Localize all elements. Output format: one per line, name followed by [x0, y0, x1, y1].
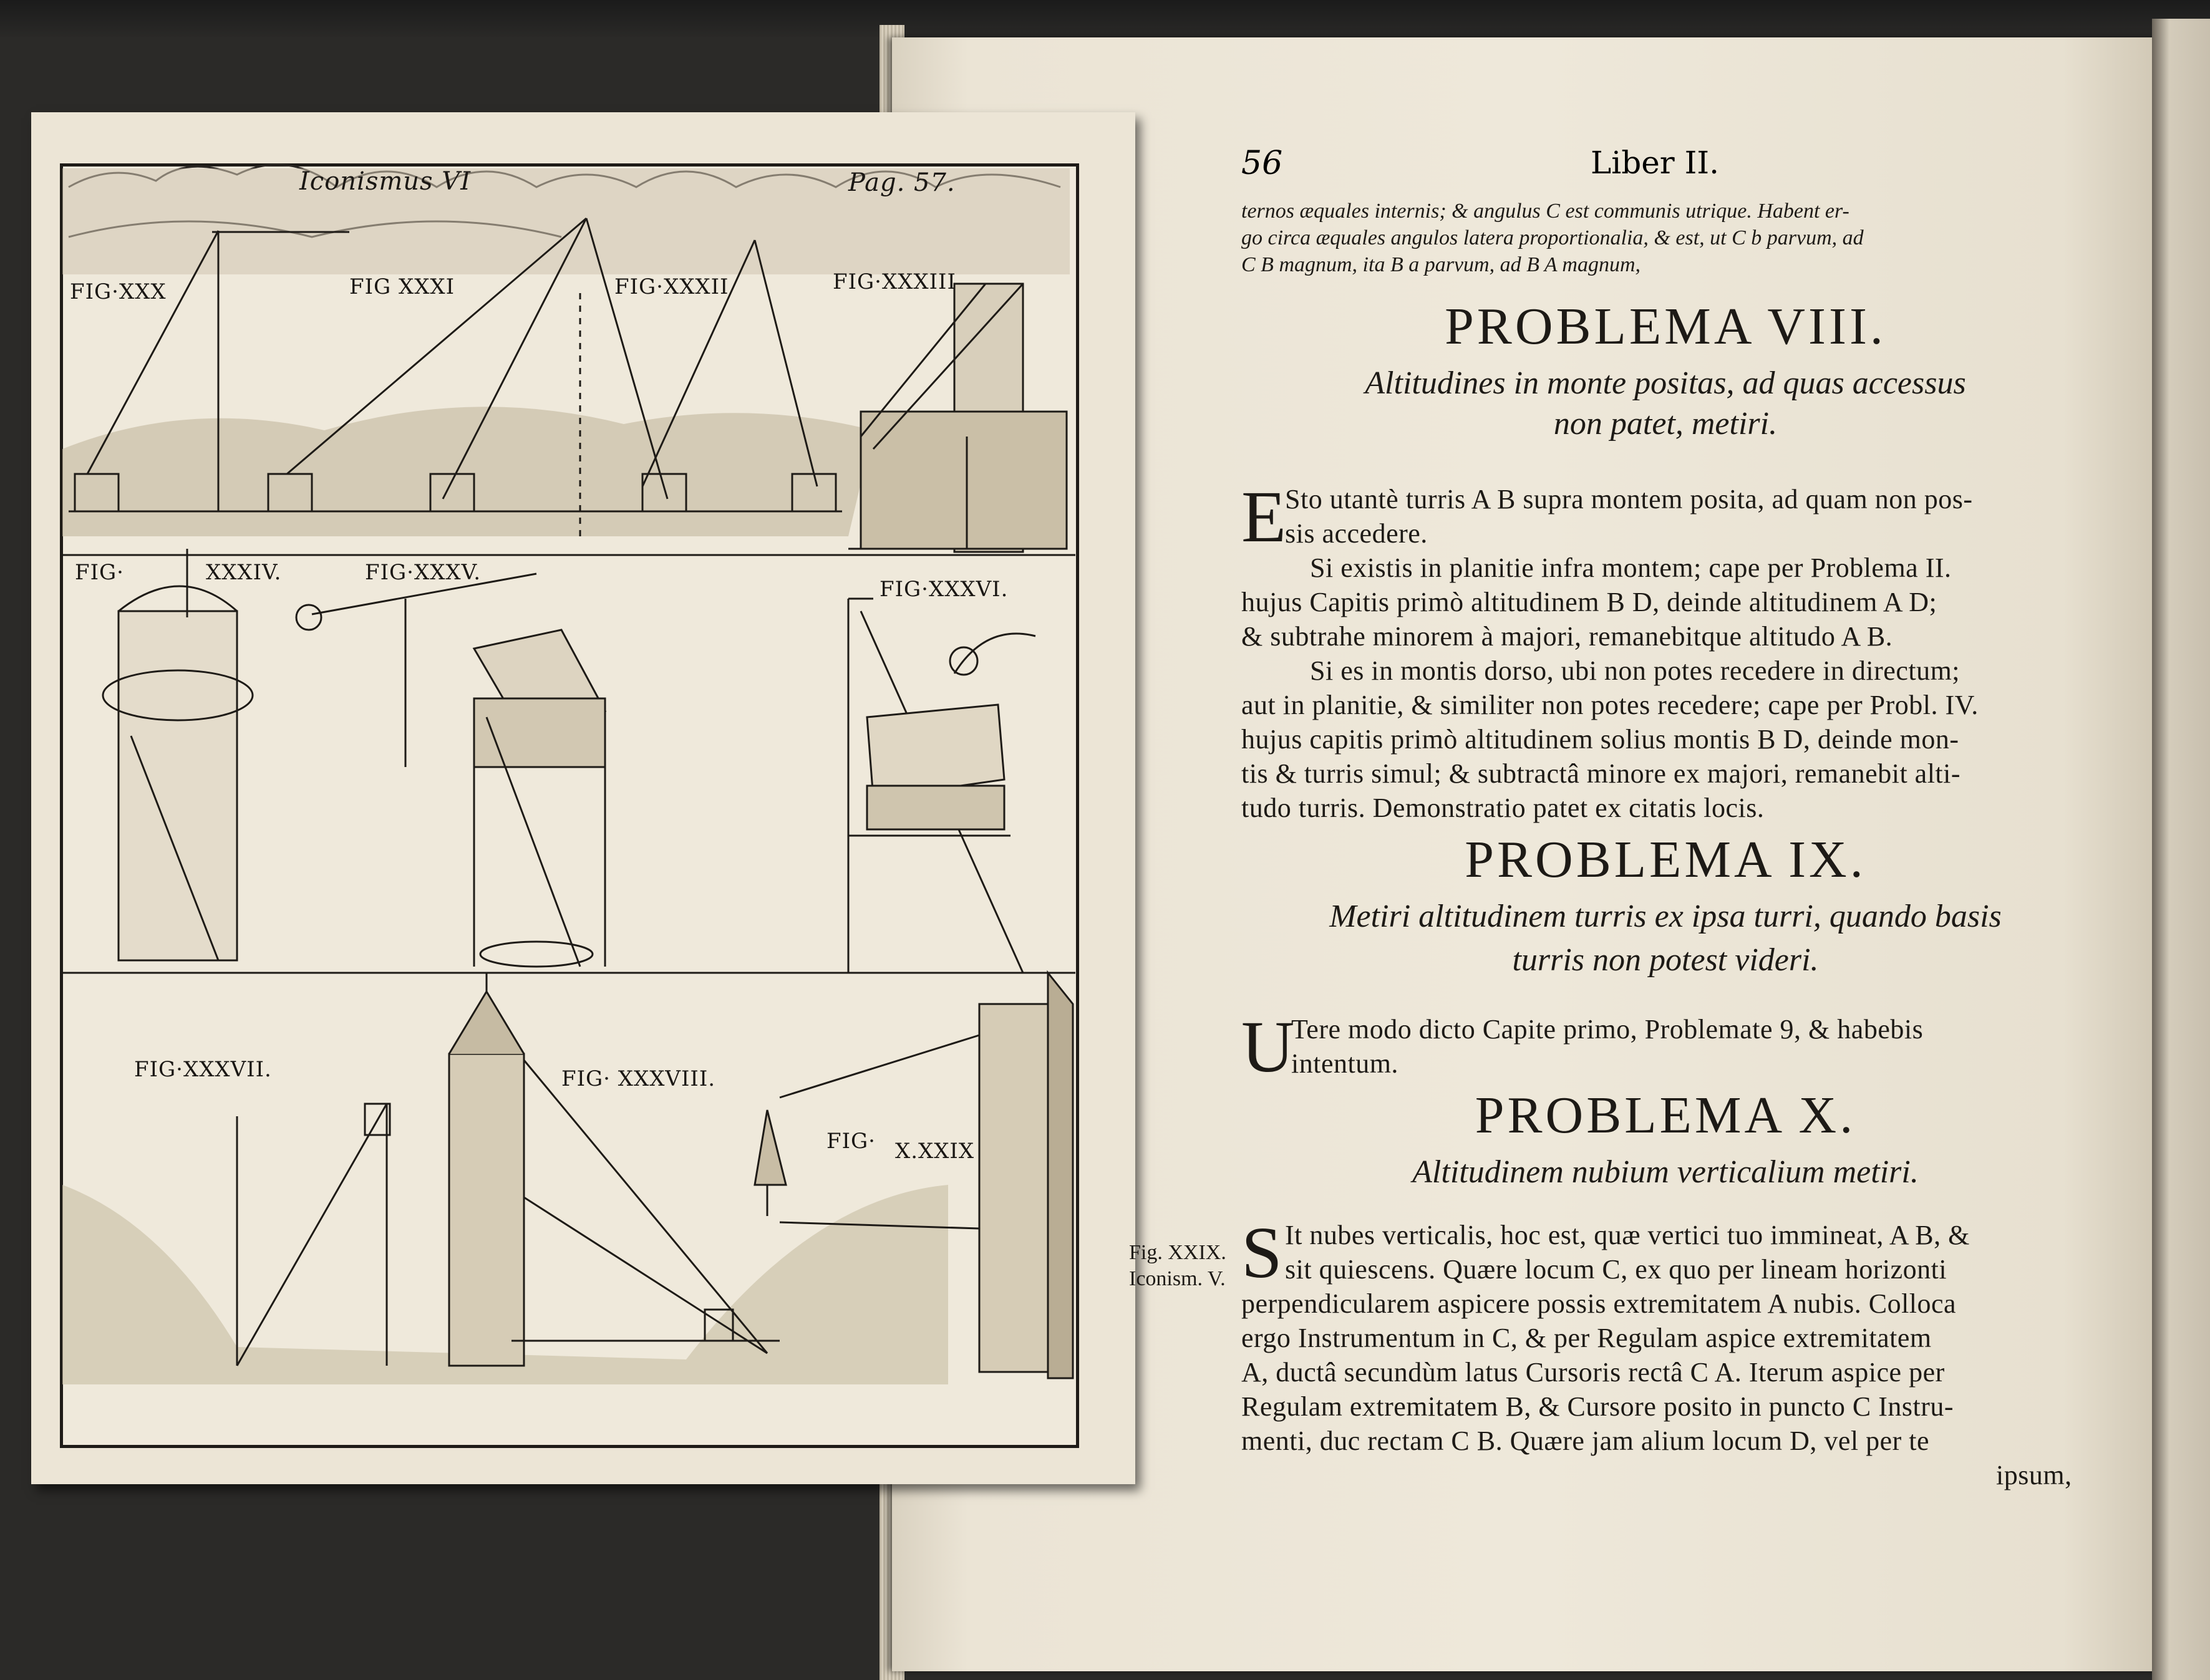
dropcap: E: [1241, 476, 1287, 558]
fig-37-label: FIG·XXXVII.: [134, 1057, 272, 1082]
fig-39-label-b: X.XXIX: [895, 1139, 975, 1164]
body-line: Sto utantè turris A B supra montem posita, ad quam non pos-: [1285, 484, 1973, 514]
body-line: & subtrahe minorem à majori, remanebitque altitudo A B.: [1241, 621, 1893, 652]
intro-line: C B magnum, ita B a parvum, ad B A magnum,: [1241, 253, 1641, 276]
intro-line: go circa æquales angulos latera proportionalia, & est, ut C b parvum, ad: [1241, 226, 1864, 249]
problem-8-subtitle: non patet, metiri.: [1553, 406, 1778, 442]
running-head: [1241, 145, 2090, 182]
fig-31-label: FIG XXXI: [349, 274, 455, 299]
body-line: aut in planitie, & similiter non potes recedere; cape per Probl. IV.: [1241, 690, 1979, 720]
plate-page-reference: Pag. 57.: [848, 168, 956, 197]
fig-36-label: FIG·XXXVI.: [880, 577, 1009, 602]
problem-10-heading: PROBLEMA X.: [1475, 1086, 1856, 1144]
body-line: A, ductâ secundùm latus Cursoris rectâ C A. Iterum aspice per: [1241, 1357, 1945, 1388]
problem-10-subtitle: Altitudinem nubium verticalium metiri.: [1412, 1154, 1919, 1190]
problem-8-subtitle: Altitudines in monte positas, ad quas accessus: [1365, 365, 1966, 401]
problem-9-heading: PROBLEMA IX.: [1465, 831, 1866, 889]
fig-39-label-a: FIG·: [826, 1129, 876, 1154]
dropcap: S: [1241, 1212, 1282, 1293]
fig-35-label: FIG·XXXV.: [365, 560, 482, 585]
plate-title: Iconismus VI: [299, 167, 471, 196]
book-section-title: Liber II.: [1591, 145, 1719, 181]
body-line: tis & turris simul; & subtractâ minore ex majori, remanebit alti-: [1241, 758, 1961, 789]
margin-note: Iconism. V.: [1129, 1267, 1226, 1290]
fig-34-label-b: XXXIV.: [206, 560, 282, 585]
body-line: hujus Capitis primò altitudinem B D, deinde altitudinem A D;: [1241, 587, 1937, 617]
body-line: menti, duc rectam C B. Quære jam alium locum D, vel per te: [1241, 1426, 1930, 1456]
fig-38-label: FIG· XXXVIII.: [561, 1066, 716, 1091]
body-line: sis accedere.: [1285, 518, 1428, 549]
intro-line: ternos æquales internis; & angulus C est communis utrique. Habent er-: [1241, 200, 1849, 223]
body-line: ipsum,: [1996, 1460, 2072, 1490]
body-line: It nubes verticalis, hoc est, quæ vertici tuo immineat, A B, &: [1285, 1220, 1970, 1250]
body-line: Regulam extremitatem B, & Cursore posito in puncto C Instru-: [1241, 1391, 1954, 1422]
problem-9-subtitle: turris non potest videri.: [1512, 942, 1819, 978]
dropcap: U: [1241, 1006, 1295, 1088]
body-line: Si existis in planitie infra montem; cape per Problema II.: [1310, 553, 1952, 583]
body-line: Si es in montis dorso, ubi non potes recedere in directum;: [1310, 655, 1960, 686]
body-line: hujus capitis primò altitudinem solius montis B D, deinde mon-: [1241, 724, 1959, 755]
body-line: Tere modo dicto Capite primo, Problemate 9, & habebis: [1291, 1014, 1924, 1045]
body-line: sit quiescens. Quære locum C, ex quo per lineam horizonti: [1285, 1254, 1947, 1285]
problem-9-subtitle: Metiri altitudinem turris ex ipsa turri, quando basis: [1329, 899, 2002, 934]
margin-note: Fig. XXIX.: [1129, 1241, 1226, 1264]
fig-33-label: FIG·XXXIII: [833, 269, 956, 294]
page-number: 56: [1241, 145, 1283, 182]
fig-30-label: FIG·XXX: [70, 279, 167, 304]
fig-34-label-a: FIG·: [75, 560, 124, 585]
body-line: intentum.: [1291, 1048, 1398, 1079]
body-line: perpendicularem aspicere possis extremitatem A nubis. Colloca: [1241, 1288, 1957, 1319]
problem-8-heading: PROBLEMA VIII.: [1445, 297, 1886, 355]
body-line: tudo turris. Demonstratio patet ex citatis locis.: [1241, 793, 1765, 823]
body-line: ergo Instrumentum in C, & per Regulam aspice extremitatem: [1241, 1323, 1932, 1353]
fig-32-label: FIG·XXXII: [614, 274, 729, 299]
